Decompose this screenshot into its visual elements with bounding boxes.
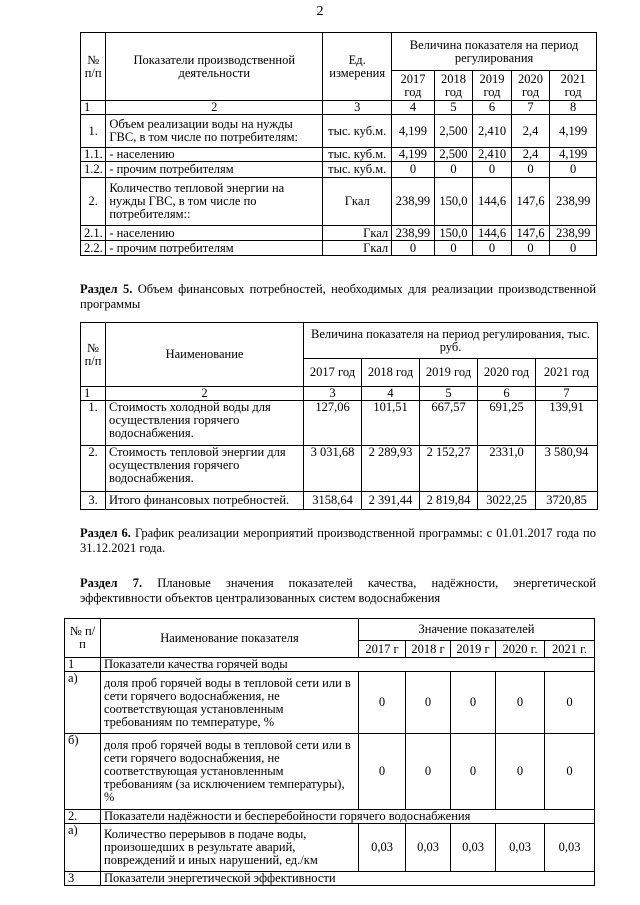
t3-header-year: 2019 г <box>451 641 496 658</box>
value-cell: 0 <box>473 241 512 256</box>
group-name: Показатели энергетической эффективности <box>101 872 595 886</box>
t2-col-number: 3 <box>304 387 362 401</box>
t2-col-number: 4 <box>362 387 420 401</box>
t2-col-number: 7 <box>536 387 598 401</box>
value-cell: 2,4 <box>511 148 550 162</box>
value-cell: 0 <box>496 672 545 734</box>
value-cell: 3720,85 <box>536 492 598 510</box>
value-cell: 3158,64 <box>304 492 362 510</box>
group-number: 1 <box>65 658 101 672</box>
row-number: 2. <box>81 446 106 492</box>
t1-header-period: Величина показателя на период регулирования <box>392 33 597 71</box>
row-name: - населению <box>106 226 323 241</box>
value-cell: 0 <box>451 672 496 734</box>
value-cell: 691,25 <box>478 401 536 446</box>
row-unit: Гкал <box>323 226 392 241</box>
value-cell: 0 <box>545 734 595 810</box>
value-cell: 3 580,94 <box>536 446 598 492</box>
row-number: 3. <box>81 492 106 510</box>
value-cell: 2 391,44 <box>362 492 420 510</box>
value-cell: 0 <box>434 241 473 256</box>
table-row <box>81 401 598 446</box>
value-cell: 2331,0 <box>478 446 536 492</box>
value-cell: 0 <box>406 734 451 810</box>
table-row <box>81 148 597 162</box>
t3-header-values: Значение показателей <box>359 619 595 641</box>
value-cell: 0 <box>406 672 451 734</box>
row-unit: тыс. куб.м. <box>323 148 392 162</box>
table-row <box>81 492 598 510</box>
row-name: доля проб горячей воды в тепловой сети или в сети горячего водоснабжения, не соответствующая установленным требованиям по температуре, % <box>101 672 359 734</box>
row-number: 1.2. <box>81 162 106 178</box>
value-cell: 150,0 <box>434 226 473 241</box>
section-5-text: Объем финансовых потребностей, необходимых для реализации производственной программы <box>80 282 597 311</box>
t2-header-period: Величина показателя на период регулирования, тыс. руб. <box>304 323 598 359</box>
t2-col-number: 2 <box>106 387 304 401</box>
section-7-text: Плановые значения показателей качества, надёжности, энергетической эффективности объектов централизованных систем водоснабжения <box>80 576 597 605</box>
section-7-heading <box>80 576 596 606</box>
t3-header-name: Наименование показателя <box>101 619 359 658</box>
value-cell: 144,6 <box>473 178 512 226</box>
t2-header-name: Наименование <box>106 323 304 387</box>
row-name: Количество перерывов в подаче воды, произошедших в результате аварий, повреждений и иных нарушений, ед./км <box>101 824 359 872</box>
table-group-row <box>65 810 595 824</box>
section-5-label: Раздел 5. <box>80 282 133 296</box>
table-row <box>81 178 597 226</box>
row-unit: тыс. куб.м. <box>323 115 392 148</box>
value-cell: 139,91 <box>536 401 598 446</box>
value-cell: 0,03 <box>451 824 496 872</box>
t1-header-unit: Ед. измерения <box>323 33 392 101</box>
t1-header-year: 2020 год <box>511 71 550 101</box>
row-name: Стоимость холодной воды для осуществления горячего водоснабжения. <box>106 401 304 446</box>
value-cell: 0 <box>511 162 550 178</box>
value-cell: 0 <box>550 162 597 178</box>
value-cell: 0 <box>496 734 545 810</box>
group-name: Показатели качества горячей воды <box>101 658 595 672</box>
value-cell: 0 <box>392 241 435 256</box>
t1-col-number: 1 <box>81 101 106 115</box>
value-cell: 2 152,27 <box>420 446 478 492</box>
value-cell: 147,6 <box>511 226 550 241</box>
value-cell: 0,03 <box>406 824 451 872</box>
value-cell: 238,99 <box>550 226 597 241</box>
quality-indicators-table <box>64 618 595 886</box>
table-group-row <box>65 872 595 886</box>
value-cell: 0 <box>511 241 550 256</box>
t2-col-number: 6 <box>478 387 536 401</box>
group-name: Показатели надёжности и бесперебойности горячего водоснабжения <box>101 810 595 824</box>
t2-column-numbers <box>81 387 598 401</box>
row-name: - прочим потребителям <box>106 241 323 256</box>
t1-col-number: 5 <box>434 101 473 115</box>
table-row <box>81 115 597 148</box>
value-cell: 2,410 <box>473 115 512 148</box>
t2-header-year: 2021 год <box>536 359 598 387</box>
row-name: доля проб горячей воды в тепловой сети или в сети горячего водоснабжения, не соответствующая установленным требованиям (за исключением температуры), % <box>101 734 359 810</box>
value-cell: 0 <box>451 734 496 810</box>
t1-col-number: 7 <box>511 101 550 115</box>
value-cell: 127,06 <box>304 401 362 446</box>
t2-header-year: 2020 год <box>478 359 536 387</box>
row-number: а) <box>65 672 101 734</box>
t3-header-year: 2018 г <box>406 641 451 658</box>
row-number: б) <box>65 734 101 810</box>
section-6-heading <box>80 526 596 556</box>
group-number: 2. <box>65 810 101 824</box>
value-cell: 2,4 <box>511 115 550 148</box>
section-6-text: График реализации мероприятий производственной программы: с 01.01.2017 года по 31.12.2021 года. <box>80 526 596 555</box>
value-cell: 2 289,93 <box>362 446 420 492</box>
value-cell: 0 <box>473 162 512 178</box>
table-row <box>65 734 595 810</box>
value-cell: 147,6 <box>511 178 550 226</box>
row-number: 2.1. <box>81 226 106 241</box>
financial-needs-table <box>80 322 598 510</box>
value-cell: 238,99 <box>392 178 435 226</box>
t1-col-number: 4 <box>392 101 435 115</box>
value-cell: 2,410 <box>473 148 512 162</box>
t1-col-number: 3 <box>323 101 392 115</box>
t1-col-number: 6 <box>473 101 512 115</box>
value-cell: 0,03 <box>545 824 595 872</box>
section-7-label: Раздел 7. <box>80 576 143 590</box>
value-cell: 2 819,84 <box>420 492 478 510</box>
section-5-heading <box>80 282 596 312</box>
t2-header-num: № п/п <box>81 323 106 387</box>
t1-header-year: 2017 год <box>392 71 435 101</box>
row-name: - населению <box>106 148 323 162</box>
t2-col-number: 1 <box>81 387 106 401</box>
group-number: 3 <box>65 872 101 886</box>
row-number: а) <box>65 824 101 872</box>
value-cell: 4,199 <box>550 148 597 162</box>
value-cell: 2,500 <box>434 115 473 148</box>
value-cell: 4,199 <box>392 115 435 148</box>
value-cell: 144,6 <box>473 226 512 241</box>
value-cell: 3022,25 <box>478 492 536 510</box>
row-number: 2. <box>81 178 106 226</box>
t3-header-year: 2021 г. <box>545 641 595 658</box>
table-row <box>65 824 595 872</box>
table-row <box>81 446 598 492</box>
value-cell: 0,03 <box>359 824 406 872</box>
row-unit: Гкал <box>323 178 392 226</box>
row-number: 1.1. <box>81 148 106 162</box>
t3-header-num: № п/п <box>65 619 101 658</box>
value-cell: 0 <box>392 162 435 178</box>
t1-header-year: 2018 год <box>434 71 473 101</box>
row-number: 2.2. <box>81 241 106 256</box>
table-row <box>81 241 597 256</box>
row-name: Итого финансовых потребностей. <box>106 492 304 510</box>
t1-header-num: № п/п <box>81 33 106 101</box>
row-number: 1. <box>81 401 106 446</box>
t1-col-number: 8 <box>550 101 597 115</box>
row-name: Количество тепловой энергии на нужды ГВС, в том числе по потребителям:: <box>106 178 323 226</box>
table-row <box>65 672 595 734</box>
production-indicators-table <box>80 32 597 256</box>
t1-header-year: 2019 год <box>473 71 512 101</box>
value-cell: 101,51 <box>362 401 420 446</box>
value-cell: 0 <box>359 672 406 734</box>
value-cell: 150,0 <box>434 178 473 226</box>
page-number: 2 <box>316 4 324 19</box>
value-cell: 0 <box>545 672 595 734</box>
table-group-row <box>65 658 595 672</box>
row-name: Объем реализации воды на нужды ГВС, в том числе по потребителям: <box>106 115 323 148</box>
value-cell: 0 <box>550 241 597 256</box>
value-cell: 4,199 <box>392 148 435 162</box>
table-row <box>81 226 597 241</box>
value-cell: 4,199 <box>550 115 597 148</box>
row-unit: Гкал <box>323 241 392 256</box>
value-cell: 238,99 <box>550 178 597 226</box>
row-number: 1. <box>81 115 106 148</box>
value-cell: 0,03 <box>496 824 545 872</box>
value-cell: 2,500 <box>434 148 473 162</box>
t1-column-numbers <box>81 101 597 115</box>
row-name: Стоимость тепловой энергии для осуществления горячего водоснабжения. <box>106 446 304 492</box>
t2-header-year: 2019 год <box>420 359 478 387</box>
table-row <box>81 162 597 178</box>
value-cell: 0 <box>434 162 473 178</box>
t1-header-indicator: Показатели производственной деятельности <box>106 33 323 101</box>
value-cell: 3 031,68 <box>304 446 362 492</box>
value-cell: 238,99 <box>392 226 435 241</box>
row-name: - прочим потребителям <box>106 162 323 178</box>
section-6-label: Раздел 6. <box>80 526 131 540</box>
t3-header-year: 2017 г <box>359 641 406 658</box>
t2-col-number: 5 <box>420 387 478 401</box>
value-cell: 0 <box>359 734 406 810</box>
row-unit: тыс. куб.м. <box>323 162 392 178</box>
t1-col-number: 2 <box>106 101 323 115</box>
t2-header-year: 2017 год <box>304 359 362 387</box>
t2-header-year: 2018 год <box>362 359 420 387</box>
value-cell: 667,57 <box>420 401 478 446</box>
t3-header-year: 2020 г. <box>496 641 545 658</box>
t1-header-year: 2021 год <box>550 71 597 101</box>
